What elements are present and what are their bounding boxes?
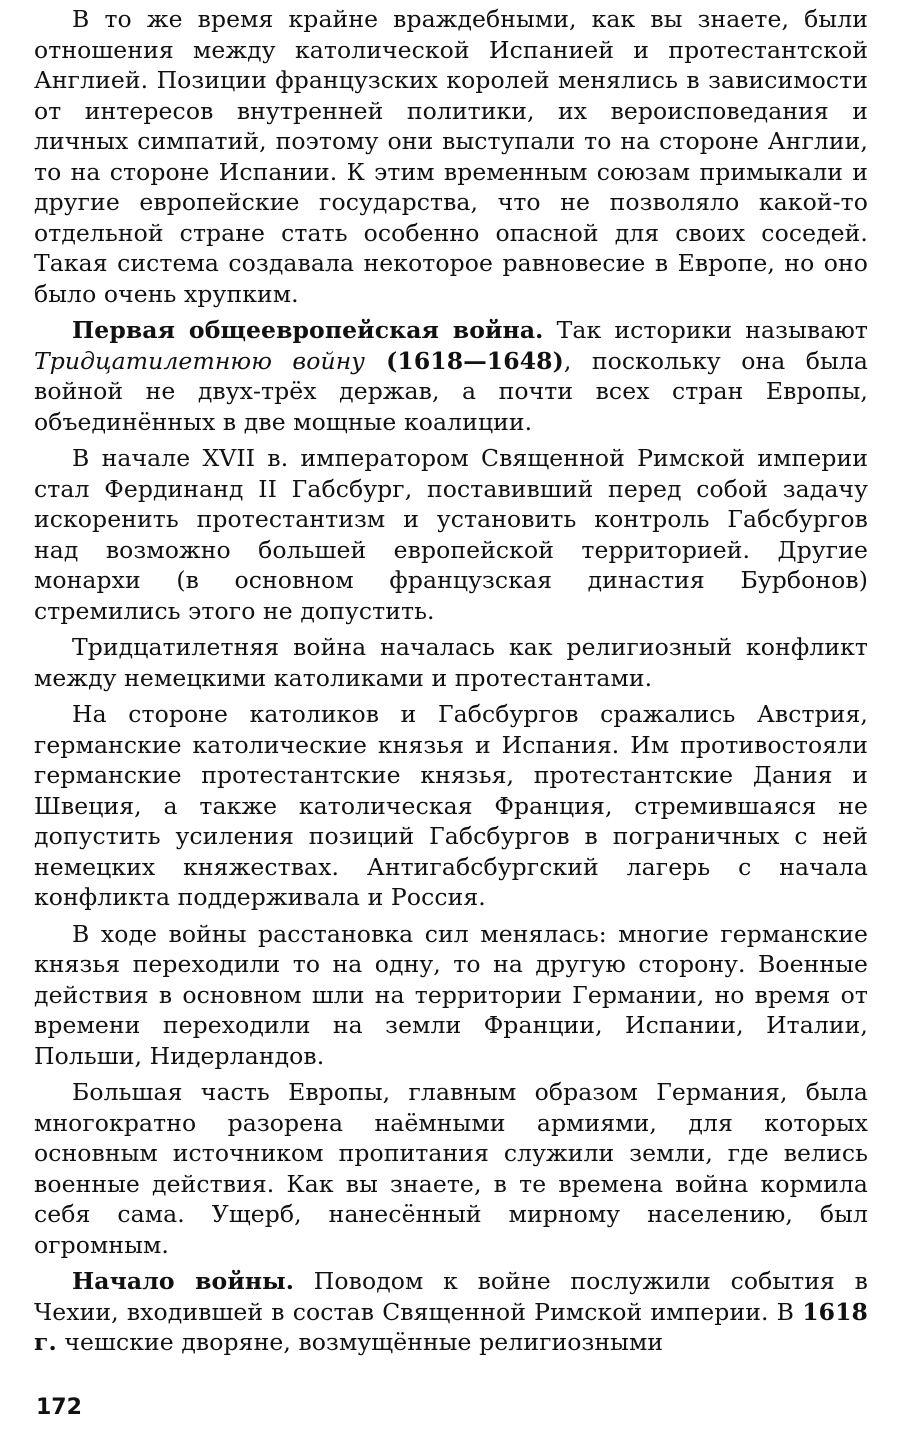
paragraph-5: На стороне католиков и Габсбургов сражались Австрия, германские католические князья и Испания. Им противостояли германские протестантские князья, протестантские Дания и Швеция, а также католическая Франция, стремившаяся не допустить усиления позиций Габсбургов в пограничных с ней немецких княжествах. Антигабсбургский лагерь с начала конфликта поддерживала и Россия.	[34, 700, 868, 911]
page-body	[34, 4, 868, 1364]
paragraph-3: В начале XVII в. императором Священной Римской империи стал Фердинанд II Габсбург, поставивший перед собой задачу искоренить протестантизм и установить контроль Габсбургов над возможно большей европейской территорией. Другие монархи (в основном французская династия Бурбонов) стремились этого не допустить.	[34, 444, 868, 625]
paragraph-6: В ходе войны расстановка сил менялась: многие германские князья переходили то на одну, то на другую сторону. Военные действия в основном шли на территории Германии, но время от времени переходили на земли Франции, Испании, Италии, Польши, Нидерландов.	[34, 919, 868, 1070]
paragraph-8	[34, 1266, 868, 1358]
year-1618: 1618 г.	[34, 1297, 868, 1356]
page-number: 172	[36, 1395, 82, 1420]
paragraph-8-text-a: Поводом к войне послужили события в Чехии, входившей в состав Священной Римской империи. В	[34, 1267, 868, 1326]
paragraph-8-text-b: чешские дворяне, возмущённые религиозными	[56, 1328, 664, 1356]
paragraph-2	[34, 315, 868, 437]
paragraph-7: Большая часть Европы, главным образом Германия, была многократно разорена наёмными армиями, для которых основным источником пропитания служили земли, где велись военные действия. Как вы знаете, в те времена война кормила себя сама. Ущерб, нанесённый мирному населению, был огромным.	[34, 1078, 868, 1259]
term-thirty-years-war: Тридцатилетнюю войну	[34, 346, 366, 375]
paragraph-1: В то же время крайне враждебными, как вы знаете, были отношения между католической Испанией и протестантской Англией. Позиции французских королей менялись в зависимости от интересов внутренней политики, их вероисповедания и личных симпатий, поэтому они выступали то на стороне Англии, то на стороне Испании. К этим временным союзам примыкали и другие европейские государства, что не позволяло какой-то отдельной стране стать особенно опасной для своих соседей. Такая система создавала некоторое равновесие в Европе, но оно было очень хрупким.	[34, 5, 868, 308]
paragraph-2-text-b: , поскольку она была войной не двух-трёх держав, а почти всех стран Европы, объединённых в две мощные коалиции.	[34, 346, 868, 436]
section-heading-start-of-war: Начало войны.	[72, 1267, 295, 1295]
paragraph-4: Тридцатилетняя война началась как религиозный конфликт между немецкими католиками и протестантами.	[34, 633, 868, 692]
section-heading-first-european-war: Первая общеевропейская война.	[72, 316, 544, 344]
paragraph-2-text-a: Так историки называют	[543, 316, 868, 344]
years-1618-1648: (1618—1648)	[365, 346, 564, 375]
